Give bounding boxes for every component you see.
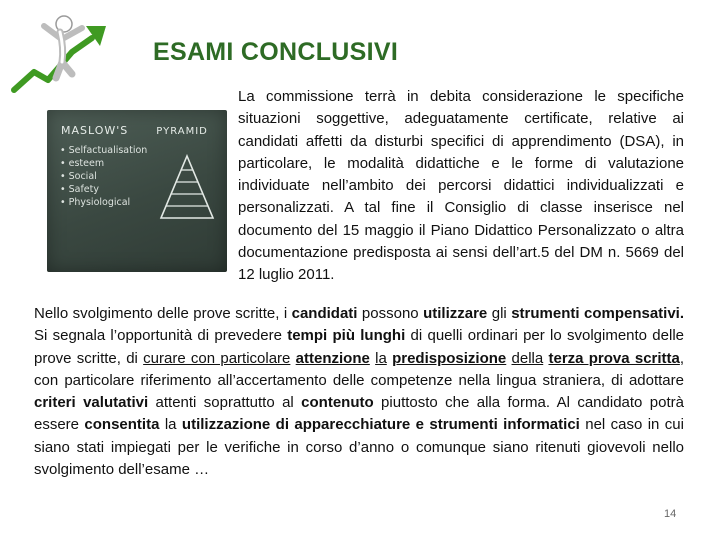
text-segment: Si segnala l’opportunità di prevedere — [34, 327, 288, 345]
page-number: 14 — [664, 508, 677, 520]
board-list-item: • esteem — [69, 157, 147, 170]
board-title — [61, 124, 208, 137]
text-segment: utilizzazione di apparecchiature e strumenti informatici — [181, 416, 580, 434]
paragraph-dsa: La commissione terrà in debita considerazione le specifiche situazioni soggettive, adeguatamente certificate, relative ai candidati affetti da disturbi specifici di apprendimento (DSA), in particolare, le modalità didattiche e le forme di valutazione individuate nell’ambito dei percorsi didattici individualizzati e personalizzati. A tal fine il Consiglio di classe inserisce nel documento del 15 maggio il Piano Didattico Personalizzato o altra documentazione predisposta ai sensi dell’art.5 del DM n. 5669 del 12 luglio 2011. — [238, 88, 684, 284]
board-list-item: • Social — [69, 170, 147, 183]
text-segment: attenti soprattutto al — [148, 394, 302, 412]
text-segment: criteri valutativi — [34, 394, 149, 412]
text-segment: candidati — [291, 305, 358, 322]
text-segment: della — [511, 349, 544, 367]
text-segment: di quelli ordinari per lo svolgimento delle prove scritte, di — [34, 327, 684, 367]
text-segment: nel caso in cui siano stati impiegati per le verifiche in corso d’anno o comunque siano ritenuti giovevoli nello svolgimento dell’esame … — [34, 416, 684, 479]
board-title-left: MASLOW'S — [61, 124, 129, 137]
text-segment: tempi più lunghi — [287, 327, 406, 345]
text-segment: curare con particolare — [143, 349, 291, 367]
text-segment: consentita — [84, 416, 160, 434]
text-segment: strumenti compensativi. — [511, 305, 685, 322]
paragraph-prove-scritte — [34, 303, 684, 481]
text-segment: attenzione — [295, 349, 370, 367]
person-on-rising-arrow-icon — [8, 8, 112, 98]
text-segment: la — [375, 349, 387, 367]
board-title-right: PYRAMID — [156, 126, 208, 137]
text-segment: gli — [487, 305, 512, 322]
pyramid-icon — [159, 154, 215, 220]
board-list-item: • Selfactualisation — [69, 144, 147, 157]
board-list-item: • Safety — [69, 183, 147, 196]
board-list-item: • Physiological — [69, 196, 147, 209]
text-segment: contenuto — [301, 394, 374, 412]
page-title: ESAMI CONCLUSIVI — [153, 38, 399, 66]
text-segment: predisposizione — [392, 349, 507, 367]
text-segment: , con particolare riferimento all’accertamento delle competenze nella lingua straniera, di adottare — [34, 349, 685, 389]
maslow-chalkboard-image — [47, 110, 227, 272]
text-segment: terza prova scritta — [548, 349, 680, 367]
text-segment: possono — [357, 305, 424, 322]
text-segment: utilizzare — [423, 305, 488, 322]
board-list — [55, 144, 147, 209]
text-segment: Nello svolgimento delle prove scritte, i — [34, 305, 292, 322]
text-segment: la — [159, 416, 182, 434]
logo — [8, 8, 112, 98]
text-segment: piuttosto che alla forma. Al candidato potrà essere — [34, 394, 684, 434]
